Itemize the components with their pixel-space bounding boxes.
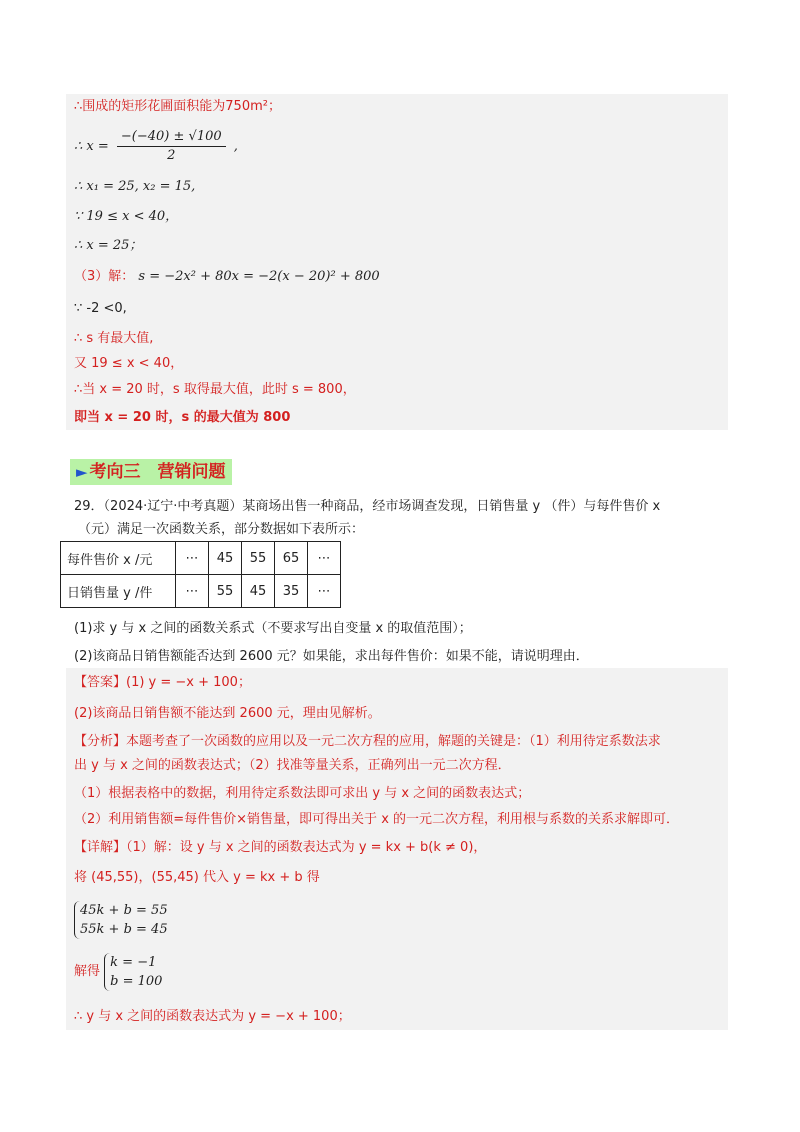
equation: k = −1	[110, 955, 157, 970]
table-cell: ⋯	[176, 575, 209, 608]
detail-line: 【详解】（1）解：设 y 与 x 之间的函数表达式为 y = kx + b(k ≠ 0)，	[74, 840, 487, 855]
equation-system	[74, 901, 168, 939]
table-row	[61, 542, 341, 575]
solution-line-fraction	[74, 128, 238, 165]
solve-label: 解得	[74, 964, 101, 979]
analysis-line: 出 y 与 x 之间的函数表达式；（2）找准等量关系，正确列出一元二次方程．	[74, 758, 511, 773]
solution-line: ∴ x = 25；	[74, 238, 143, 253]
table-header-cell: 日销售量 y /件	[61, 575, 176, 608]
fraction-prefix: ∴ x =	[74, 139, 109, 154]
question-1: (1)求 y 与 x 之间的函数关系式（不要求写出自变量 x 的取值范围）；	[74, 621, 472, 636]
fraction-suffix: ,	[233, 139, 238, 154]
problem-line: 29．（2024·辽宁·中考真题）某商场出售一种商品，经市场调查发现，日销售量 y （件）与每件售价 x	[74, 499, 661, 514]
fraction-denominator: 2	[167, 148, 176, 163]
detail-line: 将 (45,55)，(55,45) 代入 y = kx + b 得	[74, 870, 320, 885]
detail-line: ∴ y 与 x 之间的函数表达式为 y = −x + 100；	[74, 1009, 351, 1024]
table-cell: 55	[242, 542, 275, 575]
solution-line: ∴当 x = 20 时，s 取得最大值，此时 s = 800，	[74, 382, 356, 397]
section-title: 考向三 营销问题	[89, 462, 226, 482]
table-row	[61, 575, 341, 608]
analysis-line: 【分析】本题考查了一次函数的应用以及一元二次方程的应用，解题的关键是：（1）利用待定系数法求	[74, 734, 661, 749]
solution-line: ∴ s 有最大值,	[74, 331, 154, 346]
section-heading	[70, 459, 232, 485]
table-cell: ⋯	[308, 542, 341, 575]
table-cell: ⋯	[176, 542, 209, 575]
equation: b = 100	[110, 974, 163, 989]
table-cell: 35	[275, 575, 308, 608]
table-cell: 65	[275, 542, 308, 575]
solution-line	[74, 268, 380, 286]
solution-line: ∵ 19 ≤ x < 40，	[74, 209, 179, 224]
analysis-line: （1）根据表格中的数据，利用待定系数法即可求出 y 与 x 之间的函数表达式；	[74, 786, 531, 801]
quadratic-expression: s = −2x² + 80x = −2(x − 20)² + 800	[138, 269, 380, 284]
table-cell: ⋯	[308, 575, 341, 608]
solution-line: ∴ x₁ = 25, x₂ = 15,	[74, 179, 196, 194]
answer-line: 【答案】(1) y = −x + 100；	[74, 675, 251, 690]
question-2: (2)该商品日销售额能否达到 2600 元？如果能，求出每件售价：如果不能，请说明理由．	[74, 649, 589, 664]
table-header-cell: 每件售价 x /元	[61, 542, 176, 575]
solution-line: ∵ -2 <0,	[74, 301, 127, 316]
solution-line: ∴围成的矩形花圃面积能为750m²；	[74, 99, 281, 114]
fraction	[117, 128, 226, 165]
solution-line: 即当 x = 20 时，s 的最大值为 800	[74, 410, 291, 425]
equation: 55k + b = 45	[80, 922, 168, 937]
table-cell: 45	[242, 575, 275, 608]
fraction-numerator: −(−40) ± √100	[117, 128, 226, 147]
equation-system-brace	[74, 901, 168, 939]
solution-system-brace	[104, 953, 162, 991]
triangle-marker-icon: ►	[76, 463, 88, 481]
problem-line: （元）满足一次函数关系，部分数据如下表所示：	[78, 522, 365, 537]
data-table	[60, 541, 341, 608]
part-label: （3）解：	[74, 269, 135, 284]
table-cell: 55	[209, 575, 242, 608]
answer-line: (2)该商品日销售额不能达到 2600 元，理由见解析。	[74, 706, 381, 721]
table-cell: 45	[209, 542, 242, 575]
equation: 45k + b = 55	[80, 903, 168, 918]
analysis-line: （2）利用销售额=每件售价×销售量，即可得出关于 x 的一元二次方程，利用根与系数的关系求解即可．	[74, 812, 680, 827]
solution-system	[74, 953, 162, 991]
solution-line: 又 19 ≤ x < 40，	[74, 356, 184, 371]
